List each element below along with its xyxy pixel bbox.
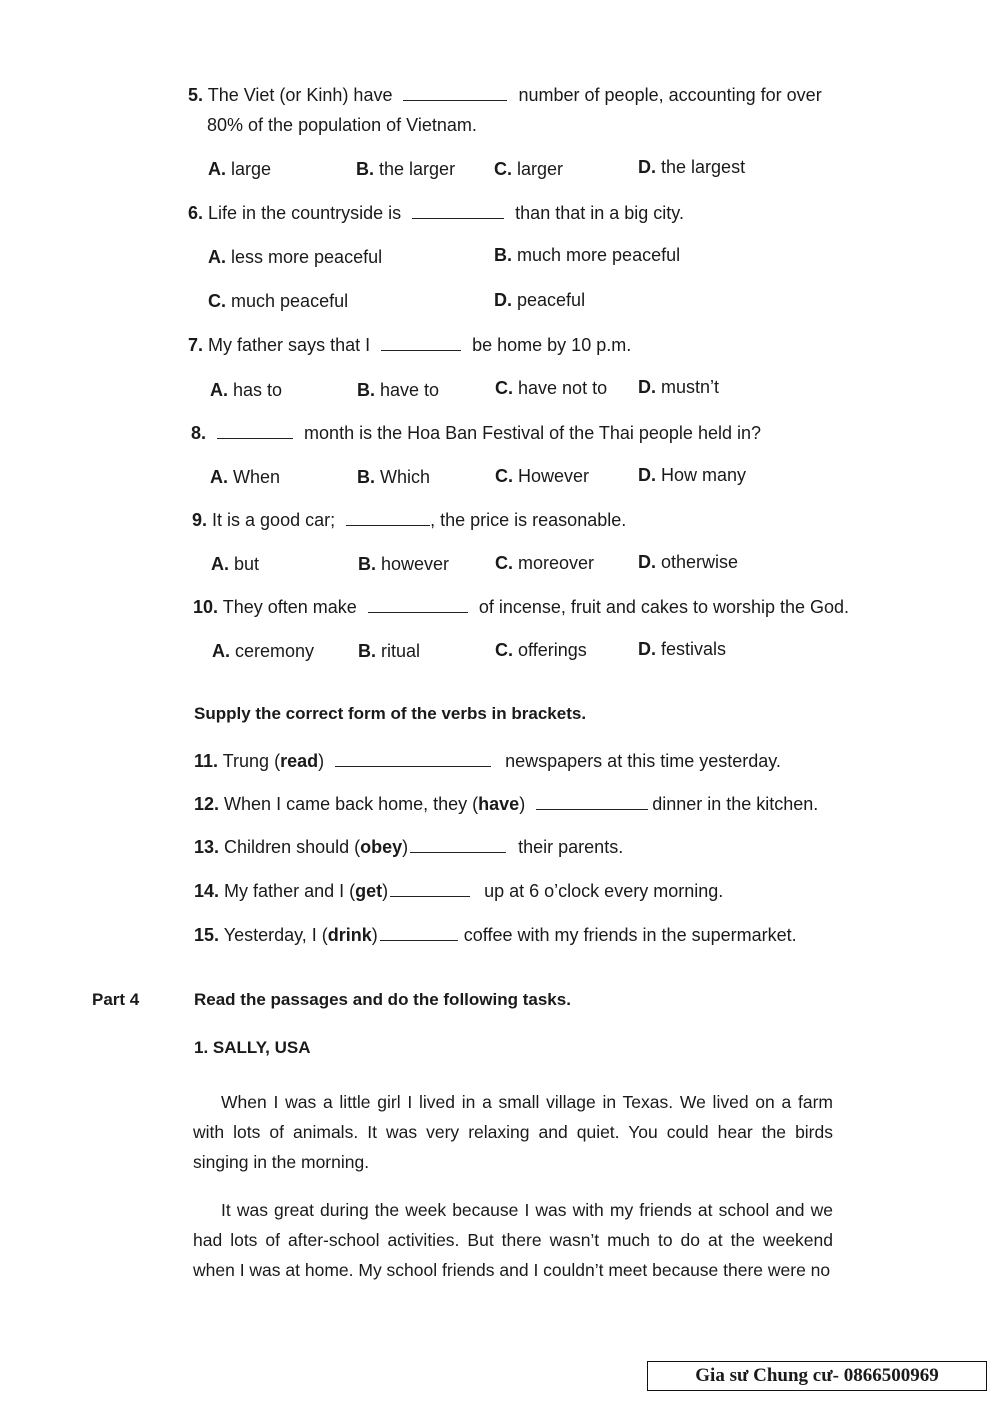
verb-text-after: up at 6 o’clock every morning. (484, 881, 724, 901)
option-a[interactable] (211, 549, 259, 579)
option-text: offerings (518, 640, 587, 660)
option-letter: B. (357, 467, 375, 487)
option-text: larger (517, 159, 564, 179)
question-number: 9. (192, 510, 208, 530)
question-8 (191, 418, 761, 448)
paragraph-text: When I was a little girl I lived in a small village in Texas. We lived on a farm with lots of animals. It was very relaxing and quiet. You could hear the birds singing in the morning. (193, 1092, 833, 1172)
passage-paragraph-1 (193, 1087, 833, 1177)
verb-question-15 (194, 920, 797, 950)
answer-blank[interactable] (368, 598, 468, 613)
option-text: much peaceful (231, 291, 349, 311)
question-text-before: They often make (222, 597, 357, 617)
option-letter: B. (358, 554, 376, 574)
option-letter: C. (495, 466, 513, 486)
verb-text-before: Trung ( (222, 751, 281, 771)
answer-blank[interactable] (403, 86, 507, 101)
option-a[interactable] (210, 375, 282, 405)
question-text-before: The Viet (or Kinh) have (207, 85, 393, 105)
option-letter: D. (638, 465, 656, 485)
question-text-before: Life in the countryside is (208, 203, 402, 223)
paragraph-text: It was great during the week because I was with my friends at school and we had lots of after-school activities. But there wasn’t much to do at the weekend when I was at home. My school friends and I couldn’t meet because there were no (193, 1200, 833, 1280)
answer-blank[interactable] (390, 882, 470, 897)
option-letter: D. (638, 552, 656, 572)
verb-in-brackets: obey (360, 837, 403, 857)
question-number: 14. (194, 881, 220, 901)
option-text: However (518, 466, 590, 486)
option-b[interactable] (358, 636, 420, 666)
option-text: ritual (381, 641, 421, 661)
question-number: 15. (194, 925, 220, 945)
question-5-line2: 80% of the population of Vietnam. (207, 115, 477, 135)
question-number: 5. (188, 85, 204, 105)
option-text: the largest (661, 157, 746, 177)
answer-blank[interactable] (410, 838, 506, 853)
answer-blank[interactable] (412, 204, 504, 219)
option-letter: B. (494, 245, 512, 265)
question-5 (188, 80, 822, 110)
verb-bracket-close: ) (371, 925, 378, 945)
verb-question-14 (194, 876, 723, 906)
option-d[interactable] (638, 152, 745, 182)
question-text-after: number of people, accounting for over (518, 85, 822, 105)
question-number: 6. (188, 203, 204, 223)
option-letter: C. (494, 159, 512, 179)
option-text: How many (661, 465, 747, 485)
option-letter: D. (638, 157, 656, 177)
option-text: moreover (518, 553, 595, 573)
option-letter: A. (210, 380, 228, 400)
option-text: When (233, 467, 281, 487)
option-c[interactable] (495, 635, 587, 665)
question-text-before: My father says that I (208, 335, 371, 355)
option-letter: C. (495, 553, 513, 573)
verb-text-after: dinner in the kitchen. (652, 794, 819, 814)
question-text-after: than that in a big city. (515, 203, 684, 223)
option-c[interactable] (208, 286, 348, 316)
option-text: Which (380, 467, 431, 487)
passage-title: 1. SALLY, USA (194, 1038, 311, 1057)
option-text: festivals (661, 639, 727, 659)
question-text-after: month is the Hoa Ban Festival of the Thai people held in? (304, 423, 761, 443)
option-c[interactable] (495, 461, 589, 491)
option-c[interactable] (495, 548, 594, 578)
verb-bracket-close: ) (402, 837, 409, 857)
answer-blank[interactable] (381, 336, 461, 351)
option-text: have not to (518, 378, 608, 398)
option-letter: B. (358, 641, 376, 661)
footer-contact-box: Gia sư Chung cư- 0866500969 (647, 1361, 987, 1391)
verb-text-before: Yesterday, I ( (223, 925, 328, 945)
option-text: large (231, 159, 272, 179)
option-letter: C. (495, 378, 513, 398)
verb-text-before: My father and I ( (224, 881, 356, 901)
option-b[interactable] (357, 375, 439, 405)
option-c[interactable] (495, 373, 607, 403)
question-number: 11. (194, 751, 219, 771)
option-text: mustn’t (661, 377, 720, 397)
verb-question-13 (194, 832, 623, 862)
option-a[interactable] (210, 462, 280, 492)
answer-blank[interactable] (335, 752, 491, 767)
verb-in-brackets: have (478, 794, 520, 814)
verb-text-after: newspapers at this time yesterday. (505, 751, 781, 771)
option-text: ceremony (235, 641, 315, 661)
option-text: much more peaceful (517, 245, 681, 265)
option-letter: A. (211, 554, 229, 574)
question-9 (192, 505, 626, 535)
option-d[interactable] (638, 547, 738, 577)
answer-blank[interactable] (536, 795, 648, 810)
question-number: 10. (193, 597, 219, 617)
verb-question-12 (194, 789, 818, 819)
option-letter: A. (208, 247, 226, 267)
option-text: however (381, 554, 450, 574)
question-number: 8. (191, 423, 207, 443)
verb-bracket-close: ) (519, 794, 526, 814)
option-letter: C. (495, 640, 513, 660)
verb-text-before: When I came back home, they ( (224, 794, 479, 814)
verb-bracket-close: ) (382, 881, 389, 901)
option-d[interactable] (638, 460, 746, 490)
question-7 (188, 330, 631, 360)
verb-text-after: coffee with my friends in the supermarket. (463, 925, 797, 945)
question-number: 7. (188, 335, 204, 355)
option-d[interactable] (638, 634, 726, 664)
passage-paragraph-2 (193, 1195, 833, 1285)
answer-blank[interactable] (346, 511, 430, 526)
question-text-after: of incense, fruit and cakes to worship the God. (478, 597, 850, 617)
option-text: the larger (379, 159, 456, 179)
question-text-after: be home by 10 p.m. (472, 335, 632, 355)
option-a[interactable] (208, 154, 271, 184)
option-text: have to (380, 380, 440, 400)
verb-text-after: their parents. (518, 837, 624, 857)
option-text: otherwise (661, 552, 739, 572)
option-letter: B. (356, 159, 374, 179)
option-b[interactable] (494, 240, 680, 270)
question-text-before: It is a good car; (212, 510, 336, 530)
question-text-after: , the price is reasonable. (430, 510, 627, 530)
question-number: 12. (194, 794, 220, 814)
option-text: has to (233, 380, 283, 400)
part-label: Part 4 (92, 990, 140, 1009)
option-b[interactable] (358, 549, 449, 579)
option-d[interactable] (638, 372, 719, 402)
answer-blank[interactable] (380, 926, 458, 941)
option-b[interactable] (356, 154, 455, 184)
verb-text-before: Children should ( (224, 837, 361, 857)
option-a[interactable] (208, 242, 382, 272)
verb-in-brackets: get (355, 881, 383, 901)
verb-in-brackets: read (280, 751, 319, 771)
answer-blank[interactable] (217, 424, 293, 439)
option-letter: A. (212, 641, 230, 661)
verb-question-11 (194, 746, 781, 776)
option-letter: D. (638, 377, 656, 397)
option-a[interactable] (212, 636, 314, 666)
verbs-section-heading: Supply the correct form of the verbs in brackets. (194, 704, 587, 723)
option-letter: D. (494, 290, 512, 310)
option-c[interactable] (494, 154, 563, 184)
option-text: but (234, 554, 260, 574)
option-letter: D. (638, 639, 656, 659)
part-instruction: Read the passages and do the following tasks. (194, 990, 571, 1009)
option-letter: C. (208, 291, 226, 311)
verb-bracket-close: ) (318, 751, 325, 771)
question-6 (188, 198, 684, 228)
option-letter: A. (208, 159, 226, 179)
option-letter: A. (210, 467, 228, 487)
option-text: peaceful (517, 290, 586, 310)
option-text: less more peaceful (231, 247, 383, 267)
question-number: 13. (194, 837, 220, 857)
verb-in-brackets: drink (327, 925, 372, 945)
option-letter: B. (357, 380, 375, 400)
option-b[interactable] (357, 462, 430, 492)
option-d[interactable] (494, 285, 585, 315)
question-10 (193, 592, 849, 622)
